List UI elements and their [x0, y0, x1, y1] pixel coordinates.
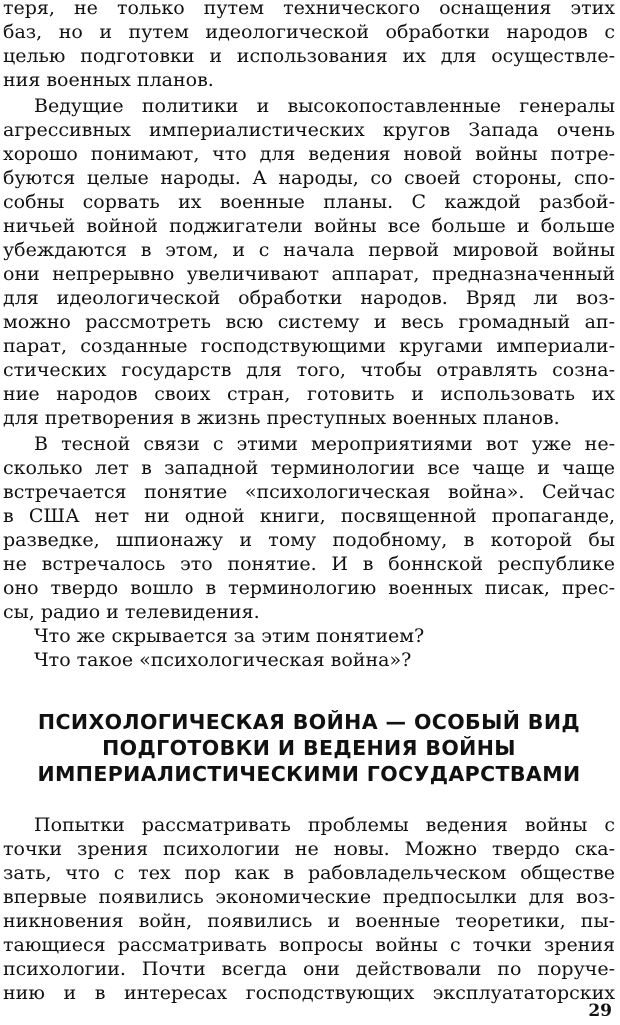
paragraph-2-line-12: стических государств для того, чтобы отравлять созна- [3, 359, 615, 381]
question-line-1: Что же скрывается за этим понятием? [34, 625, 425, 647]
paragraph-4-line-2: точки зрения психологии не новы. Можно твердо ска- [3, 838, 615, 860]
section-heading-line-2: ПОДГОТОВКИ И ВЕДЕНИЯ ВОЙНЫ [102, 736, 516, 760]
paragraph-3-line-3: встречается понятие «психологическая война». Сейчас [3, 481, 615, 503]
paragraph-2-line-14: для претворения в жизнь преступных военных планов. [3, 407, 560, 429]
paragraph-4-line-7: психологии. Почти всегда они действовали по поруче- [3, 958, 615, 980]
paragraph-2-line-9: для идеологической обработки народов. Вряд ли воз- [3, 287, 615, 309]
paragraph-2-line-4: буются целые народы. А народы, со своей стороны, спо- [3, 167, 615, 189]
paragraph-3-line-8: сы, радио и телевидения. [3, 601, 260, 623]
question-line-2: Что такое «психологическая война»? [34, 649, 412, 671]
paragraph-3-line-2: сколько лет в западной терминологии все чаще и чаще [3, 457, 615, 479]
section-heading-line-3: ИМПЕРИАЛИСТИЧЕСКИМИ ГОСУДАРСТВАМИ [37, 762, 581, 786]
paragraph-2-line-13: ние народов своих стран, готовить и использовать их [3, 383, 615, 405]
page-number: 29 [588, 1001, 612, 1021]
paragraph-3-line-5: разведке, шпионажу и тому подобному, в которой бы [3, 529, 615, 551]
paragraph-1-line-1: теря, не только путем технического оснащения этих [3, 0, 615, 19]
paragraph-2-line-10: можно рассмотреть всю систему и весь громадный ап- [3, 311, 615, 333]
paragraph-1-line-2: баз, но и путем идеологической обработки народов с [3, 21, 615, 43]
paragraph-3-line-6: не встречалось это понятие. И в боннской республике [3, 553, 615, 575]
paragraph-4-line-3: зать, что с тех пор как в рабовладельческом обществе [3, 862, 615, 884]
paragraph-2-line-8: они непрерывно увеличивают аппарат, предназначенный [3, 263, 615, 285]
paragraph-2-line-11: парат, созданные господствующими кругами империали- [3, 335, 615, 357]
paragraph-1-line-4: ния военных планов. [3, 69, 214, 91]
paragraph-2-line-1: Ведущие политики и высокопоставленные генералы [34, 95, 615, 117]
paragraph-4-line-6: тающиеся рассматривать вопросы войны с точки зрения [3, 934, 615, 956]
section-heading-line-1: ПСИХОЛОГИЧЕСКАЯ ВОЙНА — ОСОБЫЙ ВИД [37, 710, 581, 734]
paragraph-3-line-7: оно твердо вошло в терминологию военных писак, прес- [3, 577, 615, 599]
paragraph-2-line-2: агрессивных империалистических кругов Запада очень [3, 119, 615, 141]
paragraph-2-line-5: собны сорвать их военные планы. С каждой разбой- [3, 191, 615, 213]
paragraph-2-line-6: ничьей войной поджигатели войны все больше и больше [3, 215, 615, 237]
paragraph-2-line-3: хорошо понимают, что для ведения новой войны потре- [3, 143, 615, 165]
paragraph-4-line-4: впервые появились экономические предпосылки для воз- [3, 886, 615, 908]
paragraph-4-line-8: нию и в интересах господствующих эксплуататорских [3, 982, 615, 1004]
paragraph-3-line-1: В тесной связи с этими мероприятиями вот уже не- [34, 433, 615, 455]
paragraph-2-line-7: убеждаются в этом, и с начала первой мировой войны [3, 239, 615, 261]
paragraph-1-line-3: целью подготовки и использования их для осуществле- [3, 45, 615, 67]
paragraph-4-line-5: никновения войн, появились и военные теоретики, пы- [3, 910, 615, 932]
paragraph-3-line-4: в США нет ни одной книги, посвященной пропаганде, [3, 505, 615, 527]
paragraph-4-line-1: Попытки рассматривать проблемы ведения войны с [34, 814, 615, 836]
